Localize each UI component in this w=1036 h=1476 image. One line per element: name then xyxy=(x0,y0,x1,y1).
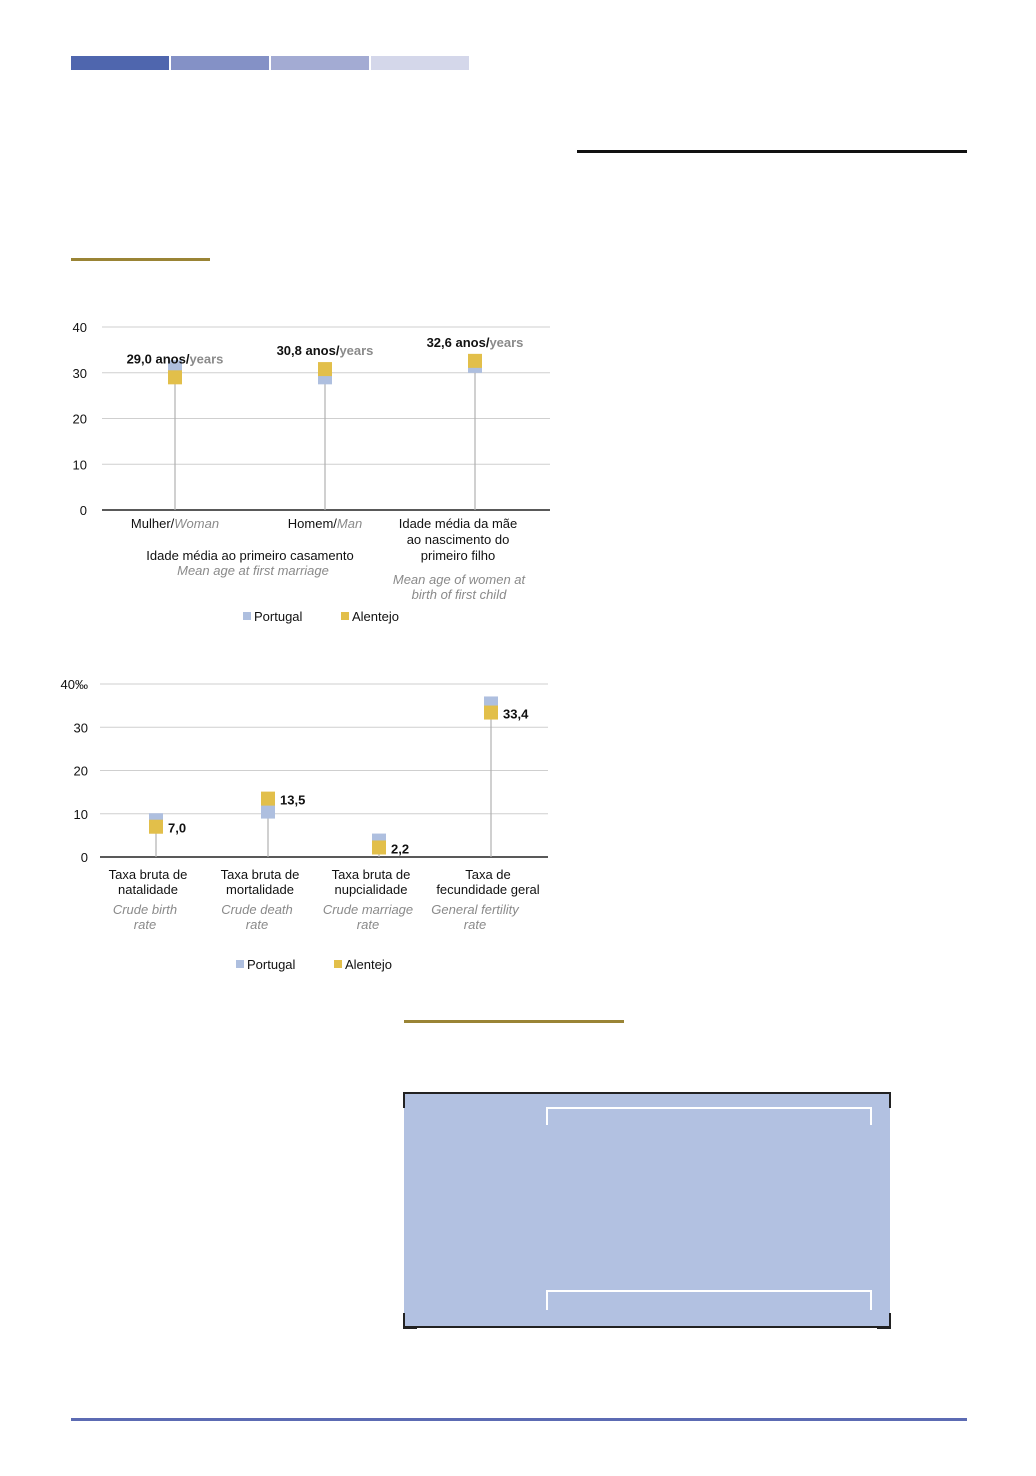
y-tick-label: 0 xyxy=(79,503,87,518)
alentejo-marker xyxy=(168,370,182,384)
x-category-label: primeiro filho xyxy=(420,548,496,563)
y-tick-label: 0 xyxy=(80,850,88,865)
x-category-label: Mulher/Woman xyxy=(130,516,220,531)
x-category-label-en: birth of first child xyxy=(411,587,507,602)
legend-label-alentejo: Alentejo xyxy=(352,609,399,624)
header-bar-segment-2 xyxy=(171,56,269,70)
data-label: 7,0 xyxy=(168,820,187,836)
x-category-label: fecundidade geral xyxy=(436,882,540,897)
section-rule-middle xyxy=(404,1020,624,1023)
x-category-label: Taxa bruta de xyxy=(331,867,411,882)
data-label: 30,8 anos/years xyxy=(276,343,374,359)
header-bar-segment-4 xyxy=(371,56,469,70)
box-inner-bracket-top xyxy=(546,1107,872,1125)
alentejo-marker xyxy=(149,820,163,834)
header-bar-segment-1 xyxy=(71,56,169,70)
legend-swatch-portugal xyxy=(243,612,251,620)
box-inner-bracket-bottom xyxy=(546,1290,872,1310)
data-label: 13,5 xyxy=(280,792,306,808)
legend-swatch-alentejo xyxy=(341,612,349,620)
data-label: 33,4 xyxy=(503,706,529,722)
y-tick-label: 40‰ xyxy=(60,677,88,692)
y-tick-label: 30 xyxy=(73,720,88,736)
box-top-edge xyxy=(404,1092,890,1094)
group-label-en: Mean age at first marriage xyxy=(177,563,329,578)
y-tick-label: 10 xyxy=(72,457,87,473)
x-category-label: Taxa bruta de xyxy=(108,867,188,882)
y-tick-label: 40 xyxy=(72,320,87,335)
x-category-label-en: General fertility xyxy=(431,902,519,917)
x-category-label: Idade média da mãe xyxy=(398,516,518,531)
x-category-label-en: Crude marriage xyxy=(322,902,414,917)
alentejo-marker xyxy=(484,706,498,720)
y-tick-label: 30 xyxy=(72,365,87,381)
box-bottom-edge xyxy=(404,1326,890,1328)
x-category-label-en: rate xyxy=(463,917,487,932)
legend-label-portugal: Portugal xyxy=(247,957,296,972)
chart-demographic-rates xyxy=(60,670,560,980)
x-category-label: Homem/Man xyxy=(287,516,363,531)
x-category-label: natalidade xyxy=(118,882,178,897)
data-label: 2,2 xyxy=(391,841,410,857)
alentejo-marker xyxy=(318,362,332,376)
data-label: 29,0 anos/years xyxy=(126,351,224,367)
x-category-label: Taxa de xyxy=(465,867,511,882)
alentejo-marker xyxy=(468,354,482,368)
legend-swatch-portugal xyxy=(236,960,244,968)
x-category-label: Taxa bruta de xyxy=(220,867,300,882)
legend-label-portugal: Portugal xyxy=(254,609,303,624)
legend-label-alentejo: Alentejo xyxy=(345,957,392,972)
data-label: 32,6 anos/years xyxy=(426,334,524,350)
y-tick-label: 20 xyxy=(73,763,88,779)
portugal-marker xyxy=(261,805,275,819)
header-bar-segment-3 xyxy=(271,56,369,70)
x-category-label-en: rate xyxy=(133,917,157,932)
section-rule-left xyxy=(71,258,210,261)
x-category-label-en: Crude death xyxy=(221,902,293,917)
y-tick-label: 20 xyxy=(72,411,87,427)
box-corner-top-right xyxy=(877,1092,891,1108)
top-right-rule xyxy=(577,150,967,153)
group-label-pt: Idade média ao primeiro casamento xyxy=(146,548,354,563)
x-category-label: ao nascimento do xyxy=(406,532,510,547)
y-tick-label: 10 xyxy=(73,806,88,822)
legend-swatch-alentejo xyxy=(334,960,342,968)
box-corner-top-left xyxy=(403,1092,417,1108)
chart-mean-age xyxy=(60,310,560,630)
footer-rule xyxy=(71,1418,967,1421)
alentejo-marker xyxy=(372,840,386,854)
x-category-label-en: rate xyxy=(245,917,269,932)
x-category-label: mortalidade xyxy=(226,882,294,897)
alentejo-marker xyxy=(261,792,275,806)
x-category-label-en: Mean age of women at xyxy=(392,572,526,587)
x-category-label-en: rate xyxy=(356,917,380,932)
x-category-label: nupcialidade xyxy=(334,882,408,897)
x-category-label-en: Crude birth xyxy=(112,902,178,917)
